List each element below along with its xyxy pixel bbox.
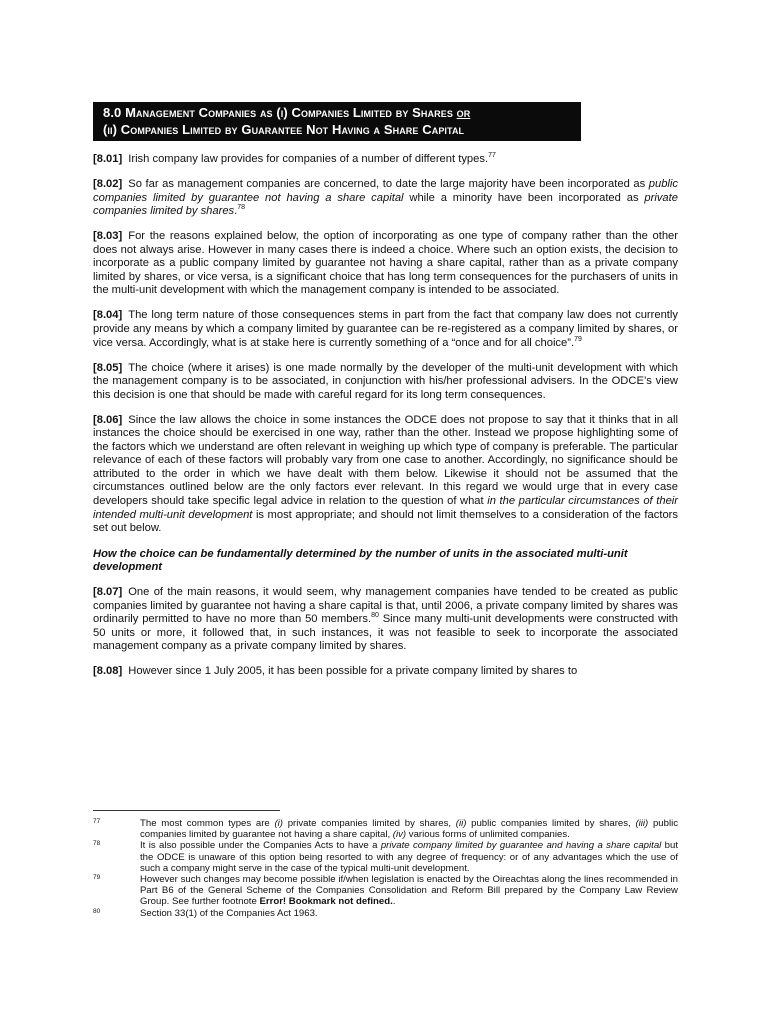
footnote-number: 79 <box>93 874 101 882</box>
italic-text: (iii) <box>635 818 649 829</box>
paragraph-text: while a minority have been incorporated as <box>403 191 645 204</box>
footnote-separator <box>93 810 280 811</box>
footnote-text: Section 33(1) of the Companies Act 1963. <box>140 907 318 919</box>
section-heading <box>93 102 581 141</box>
paragraph-number: [8.01] <box>93 153 123 165</box>
paragraph-8-08 <box>93 665 678 679</box>
paragraph-number: [8.05] <box>93 361 123 374</box>
footnote-text-part: public companies limited by shares, <box>466 818 636 829</box>
paragraph-8-06 <box>93 414 678 536</box>
paragraph-number: [8.07] <box>93 586 123 599</box>
footnote-text-part: but the ODCE is unaware of this option being resorted to with any degree of frequency: or of any advantages which the use of such a company might serve in the case of the typical multi-unit development. <box>140 840 678 874</box>
italic-text: (ii) <box>455 818 467 829</box>
italic-text: private companies limited by shares <box>93 191 678 218</box>
footnote-ref[interactable]: 78 <box>237 204 246 212</box>
footnote-80 <box>93 908 678 919</box>
paragraph-number: [8.08] <box>93 665 123 678</box>
footnote-text-part: It is also possible under the Companies Acts to have a <box>140 840 381 852</box>
paragraph-text: However since 1 July 2005, it has been possible for a private company limited by shares to <box>128 665 578 678</box>
heading-line-2: (ii) Companies Limited by Guarantee Not Having a Share Capital <box>103 122 465 137</box>
footnote-number: 78 <box>93 840 101 848</box>
footnote-78 <box>93 840 678 874</box>
footnote-text <box>140 840 678 874</box>
footnote-text-part: public companies limited by guarantee not having a share capital, <box>140 818 679 841</box>
footnote-77 <box>93 818 678 840</box>
paragraph-number: [8.06] <box>93 413 123 426</box>
paragraph-8-04 <box>93 309 678 350</box>
paragraph-text: The choice (where it arises) is one made normally by the developer of the multi-unit development with which the management company is to be associated, in conjunction with his/her professional advisers. In the ODCE’s view this decision is one that should be made with careful regard for its long term consequences. <box>93 361 678 401</box>
footnote-text-part: The most common types are <box>140 818 275 829</box>
paragraph-text: Since many multi-unit developments were constructed with 50 units or more, it followed that, in such instances, it was not feasible to seek to incorporate the associated management company as a private company limited by shares. <box>93 613 678 653</box>
footnote-ref[interactable]: 80 <box>371 612 379 620</box>
footnote-text-part: . <box>392 896 396 908</box>
footnote-ref[interactable]: 77 <box>488 152 496 159</box>
footnote-text <box>140 874 678 908</box>
footnote-text-part: However such changes may become possible if/when legislation is enacted by the Oireachtas along the lines recommended in Part B6 of the General Scheme of the Companies Consolidation and Reform Bill prepared by the Company Law Review Group. See further footnote <box>140 874 678 908</box>
italic-text: in the particular circumstances of their intended multi-unit development <box>93 494 679 521</box>
footnote-number: 80 <box>93 907 101 915</box>
error-text: Error! Bookmark not defined. <box>259 896 393 908</box>
footnote-text-part: various forms of unlimited companies. <box>406 829 570 841</box>
subheading: How the choice can be fundamentally determined by the number of units in the associated multi-unit development <box>93 547 628 574</box>
footnote-ref[interactable]: 79 <box>574 335 582 343</box>
footnote-text <box>140 818 678 840</box>
paragraph-text: . <box>234 205 238 218</box>
paragraph-text: One of the main reasons, it would seem, why management companies have tended to be created as public companies limited by guarantee not having a share capital is that, until 2006, a private company limited by shares was ordinarily permitted to have no more than 50 members. <box>93 586 678 626</box>
heading-or: or <box>456 105 471 120</box>
italic-text: public companies limited by guarantee not having a share capital <box>93 178 678 204</box>
paragraph-8-05 <box>93 362 678 403</box>
paragraph-8-03 <box>93 230 678 298</box>
paragraph-number: [8.04] <box>93 309 123 322</box>
paragraph-8-02 <box>93 178 678 219</box>
heading-line-1: 8.0 Management Companies as (i) Companies Limited by Shares <box>103 105 457 120</box>
footnote-79 <box>93 874 678 908</box>
paragraph-text: The long term nature of those consequences stems in part from the fact that company law does not currently provide any means by which a company limited by guarantee can be re-registered as a company limited by shares, or vice versa. Accordingly, what is at stake here is currently something of a “once and for all choice”. <box>93 309 678 349</box>
paragraph-8-07 <box>93 586 678 654</box>
paragraph-text: For the reasons explained below, the option of incorporating as one type of company rather than the other does not always arise. However in many cases there is indeed a choice. Where such an option exists, the decision to incorporate as a public company limited by guarantee not having a share capital, rather than as a private company limited by shares, or vice versa, is a significant choice that has long term consequences for the purchasers of units in the multi-unit development with which the management company is intended to be associated. <box>93 230 678 297</box>
footnote-number: 77 <box>93 818 101 825</box>
document-page <box>93 102 678 679</box>
paragraph-text: Since the law allows the choice in some instances the ODCE does not propose to say that it thinks that in all instances the choice should be exercised in one way, rather than the other. Instead we propose highlighting some of the factors which we understand are often relevant in weighing up which type of company is preferable. The particular relevance of each of these factors will probably vary from one case to another. Accordingly, no significance should be attributed to the order in which we have dealt with them below. Likewise it should not be assumed that the circumstances outlined below are the only factors ever relevant. In this regard we would urge that in every case developers should take specific legal advice in relation to the question of what <box>93 413 678 507</box>
paragraph-text: is most appropriate; and should not limit themselves to a consideration of the factors set out below. <box>93 508 678 535</box>
paragraph-text: Irish company law provides for companies of a number of different types. <box>128 153 489 165</box>
italic-text: (i) <box>274 818 283 829</box>
footnotes <box>93 818 678 919</box>
italic-text: private company limited by guarantee and having a share capital <box>380 840 662 852</box>
italic-text: (iv) <box>392 829 407 841</box>
paragraph-number: [8.03] <box>93 230 123 243</box>
footnote-text-part: private companies limited by shares, <box>282 818 456 829</box>
paragraph-8-01 <box>93 153 678 167</box>
paragraph-number: [8.02] <box>93 178 123 191</box>
paragraph-text: So far as management companies are concerned, to date the large majority have been incorporated as <box>128 178 649 191</box>
